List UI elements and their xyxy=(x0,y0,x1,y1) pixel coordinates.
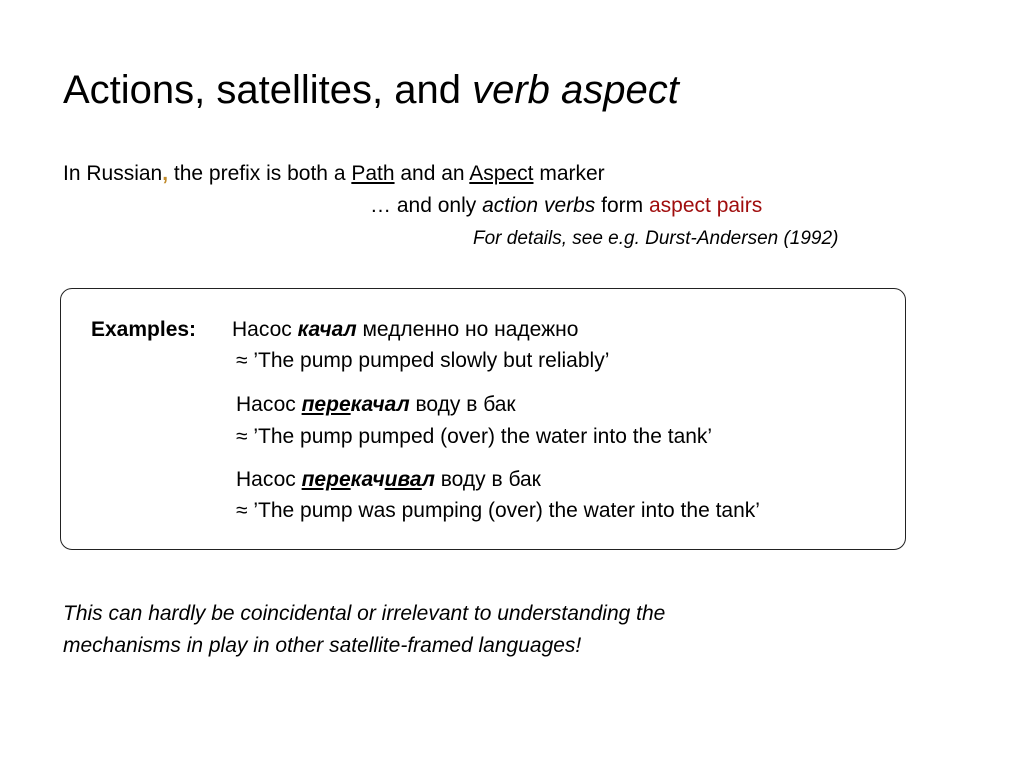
title-plain: Actions, satellites, and xyxy=(63,68,473,112)
example-1-verb: качал xyxy=(297,318,357,341)
conclusion-line-2: mechanisms in play in other satellite-framed languages! xyxy=(63,634,582,657)
example-3-rest: воду в бак xyxy=(434,468,541,491)
intro-comma: , xyxy=(162,162,169,185)
details-reference: For details, see e.g. Durst-Andersen (1992) xyxy=(473,228,839,249)
example-3-verb-end: л xyxy=(421,468,435,491)
example-2-prefix: Насос xyxy=(236,393,302,416)
aspect-pairs-term: aspect pairs xyxy=(648,194,763,217)
only-text-2: form xyxy=(595,194,649,217)
only-text-1: … and only xyxy=(370,194,483,217)
example-1-russian xyxy=(232,317,578,343)
example-3-verb-suffix: ива xyxy=(384,468,422,491)
example-2-gloss: ≈ ’The pump pumped (over) the water into the tank’ xyxy=(236,425,713,448)
example-3-verb-prefix: пере xyxy=(301,468,351,491)
conclusion-line-1: This can hardly be coincidental or irrelevant to understanding the xyxy=(63,602,666,625)
example-3-verb-stem: кач xyxy=(350,468,385,491)
only-line xyxy=(370,193,762,219)
example-2-russian xyxy=(236,392,516,418)
example-2-verb-stem: качал xyxy=(350,393,410,416)
slide-title xyxy=(63,62,679,118)
example-1-rest: медленно но надежно xyxy=(356,318,579,341)
intro-text-4: marker xyxy=(533,162,605,185)
example-2-verb-prefix: пере xyxy=(301,393,351,416)
intro-text-2: the prefix is both a xyxy=(168,162,352,185)
aspect-term: Aspect xyxy=(469,162,534,185)
example-3-russian xyxy=(236,467,541,493)
example-3-gloss: ≈ ’The pump was pumping (over) the water into the tank’ xyxy=(236,499,760,522)
example-2-rest: воду в бак xyxy=(409,393,516,416)
action-verbs-term: action verbs xyxy=(482,194,596,217)
example-1-prefix: Насос xyxy=(232,318,298,341)
title-italic: verb aspect xyxy=(472,68,679,112)
example-3-prefix: Насос xyxy=(236,468,302,491)
intro-text-1: In Russian xyxy=(63,162,163,185)
intro-line xyxy=(63,161,605,187)
example-1-gloss: ≈ ’The pump pumped slowly but reliably’ xyxy=(236,349,610,372)
intro-text-3: and an xyxy=(394,162,470,185)
conclusion xyxy=(63,598,963,662)
examples-label: Examples: xyxy=(91,318,197,341)
path-term: Path xyxy=(351,162,395,185)
